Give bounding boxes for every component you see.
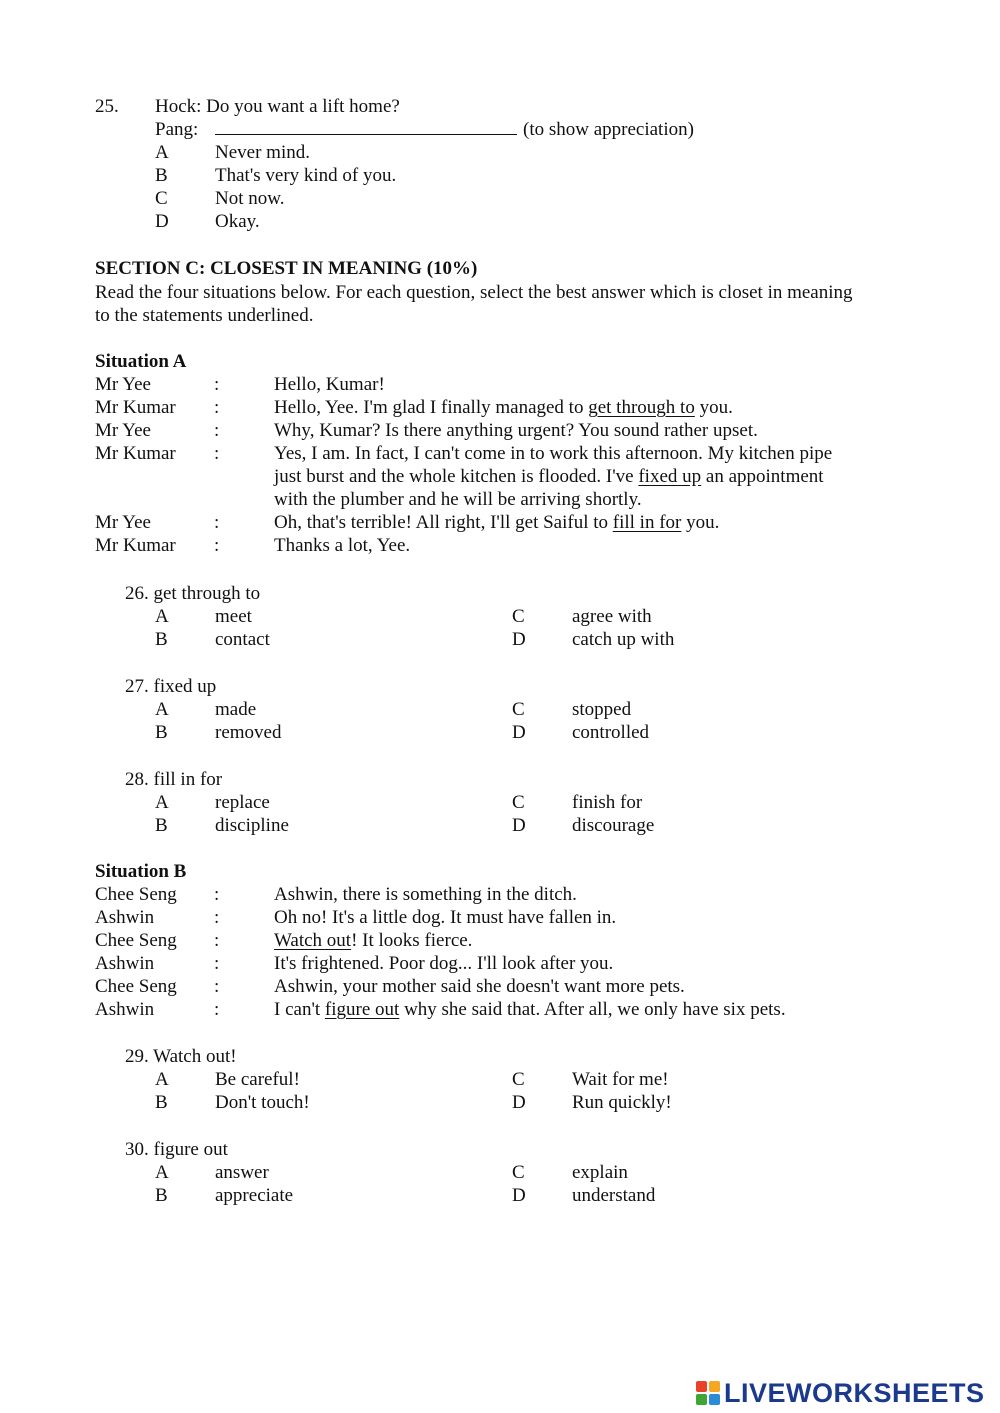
option-text: That's very kind of you. [215, 165, 397, 186]
option-text: Run quickly! [572, 1092, 672, 1113]
option-text: discourage [572, 815, 655, 836]
option-letter: C [512, 606, 525, 627]
colon-separator: : [214, 930, 220, 951]
underlined-phrase: get through to [588, 397, 695, 418]
option-letter: C [512, 1069, 525, 1090]
option-letter: C [512, 699, 525, 720]
speaker-name: Mr Kumar [95, 535, 176, 556]
option-letter: D [512, 815, 526, 836]
dialogue-line: Hock: Do you want a lift home? [155, 96, 400, 117]
text-segment: Thanks a lot, Yee. [274, 535, 411, 556]
situation-title: Situation A [95, 351, 187, 372]
situation-title: Situation B [95, 861, 187, 882]
option-letter: B [155, 1092, 168, 1113]
option-text: removed [215, 722, 282, 743]
text-segment: Ashwin, your mother said she doesn't want more pets. [274, 976, 685, 997]
colon-separator: : [214, 999, 220, 1020]
speaker-name: Mr Kumar [95, 443, 176, 464]
text-segment: ! It looks fierce. [351, 930, 473, 951]
dialogue-text [274, 883, 577, 906]
text-segment: Yes, I am. In fact, I can't come in to work this afternoon. My kitchen pipe [274, 443, 833, 464]
dialogue-text [274, 929, 472, 952]
text-segment: just burst and the whole kitchen is flooded. I've [274, 466, 639, 487]
option-letter: C [512, 1162, 525, 1183]
dialogue-text [274, 465, 824, 488]
instruction-text: to the statements underlined. [95, 305, 314, 326]
speaker-name: Mr Yee [95, 512, 151, 533]
option-letter: C [512, 792, 525, 813]
text-segment: why she said that. After all, we only have six pets. [399, 999, 786, 1020]
logo-mark-icon [696, 1381, 720, 1405]
question-stem: 30. figure out [125, 1139, 228, 1160]
colon-separator: : [214, 443, 220, 464]
text-segment: Why, Kumar? Is there anything urgent? You sound rather upset. [274, 420, 758, 441]
option-letter: C [155, 188, 168, 209]
speaker-name: Chee Seng [95, 884, 177, 905]
colon-separator: : [214, 397, 220, 418]
option-text: Don't touch! [215, 1092, 310, 1113]
dialogue-text [274, 534, 410, 557]
underlined-phrase: Watch out [274, 930, 352, 951]
option-letter: A [155, 142, 169, 163]
option-text: explain [572, 1162, 628, 1183]
text-segment: you. [694, 397, 733, 418]
option-text: understand [572, 1185, 656, 1206]
dialogue-text [274, 906, 616, 929]
colon-separator: : [214, 420, 220, 441]
text-segment: Ashwin, there is something in the ditch. [274, 884, 577, 905]
option-letter: A [155, 606, 169, 627]
dialogue-text [274, 998, 786, 1021]
speaker-name: Ashwin [95, 999, 155, 1020]
speaker-label: Pang: [155, 119, 199, 140]
question-stem: 29. Watch out! [125, 1046, 237, 1067]
option-letter: A [155, 699, 169, 720]
speaker-name: Ashwin [95, 953, 155, 974]
option-text: finish for [572, 792, 643, 813]
option-text: made [215, 699, 257, 720]
logo-square [696, 1381, 707, 1392]
speaker-name: Ashwin [95, 907, 155, 928]
option-letter: B [155, 1185, 168, 1206]
text-segment: Hello, Yee. I'm glad I finally managed to [274, 397, 589, 418]
dialogue-text [274, 396, 733, 419]
text-segment: an appointment [701, 466, 824, 487]
question-stem: 27. fixed up [125, 676, 217, 697]
colon-separator: : [214, 953, 220, 974]
speaker-name: Chee Seng [95, 930, 177, 951]
option-text: catch up with [572, 629, 675, 650]
option-text: controlled [572, 722, 650, 743]
underlined-phrase: fill in for [612, 512, 682, 533]
option-text: Not now. [215, 188, 285, 209]
text-segment: I can't [274, 999, 325, 1020]
option-letter: D [512, 1185, 526, 1206]
speaker-name: Mr Yee [95, 420, 151, 441]
speaker-name: Mr Kumar [95, 397, 176, 418]
text-segment: with the plumber and he will be arriving shortly. [274, 489, 642, 510]
text-segment: Oh, that's terrible! All right, I'll get Saiful to [274, 512, 613, 533]
option-letter: B [155, 815, 168, 836]
liveworksheets-logo [696, 1378, 985, 1408]
option-letter: D [155, 211, 169, 232]
text-segment: Oh no! It's a little dog. It must have fallen in. [274, 907, 617, 928]
text-segment: you. [681, 512, 720, 533]
colon-separator: : [214, 907, 220, 928]
colon-separator: : [214, 512, 220, 533]
option-letter: D [512, 722, 526, 743]
option-text: Wait for me! [572, 1069, 669, 1090]
logo-square [709, 1381, 720, 1392]
underlined-phrase: fixed up [638, 466, 702, 487]
option-text: Okay. [215, 211, 260, 232]
option-text: replace [215, 792, 270, 813]
option-letter: A [155, 792, 169, 813]
option-text: stopped [572, 699, 632, 720]
section-heading: SECTION C: CLOSEST IN MEANING (10%) [95, 258, 478, 279]
speaker-name: Mr Yee [95, 374, 151, 395]
dialogue-text [274, 373, 385, 396]
option-text: contact [215, 629, 270, 650]
blank-note: (to show appreciation) [523, 119, 694, 140]
question-number: 25. [95, 96, 119, 117]
colon-separator: : [214, 535, 220, 556]
option-letter: A [155, 1162, 169, 1183]
dialogue-text [274, 511, 719, 534]
dialogue-text [274, 975, 685, 998]
option-letter: B [155, 722, 168, 743]
colon-separator: : [214, 976, 220, 997]
option-text: Be careful! [215, 1069, 300, 1090]
option-text: appreciate [215, 1185, 294, 1206]
dialogue-text [274, 952, 613, 975]
option-letter: A [155, 1069, 169, 1090]
instruction-text: Read the four situations below. For each question, select the best answer which is closet in meaning [95, 282, 853, 303]
option-text: Never mind. [215, 142, 310, 163]
dialogue-text [274, 442, 832, 465]
option-text: answer [215, 1162, 269, 1183]
option-letter: D [512, 1092, 526, 1113]
answer-blank-line [215, 118, 694, 141]
text-segment: Hello, Kumar! [274, 374, 385, 395]
question-stem: 26. get through to [125, 583, 261, 604]
speaker-name: Chee Seng [95, 976, 177, 997]
dialogue-text [274, 419, 758, 442]
question-stem: 28. fill in for [125, 769, 223, 790]
option-text: meet [215, 606, 252, 627]
option-letter: B [155, 629, 168, 650]
blank-line [215, 118, 517, 135]
option-letter: B [155, 165, 168, 186]
underlined-phrase: figure out [324, 999, 400, 1020]
logo-square [709, 1394, 720, 1405]
text-segment: It's frightened. Poor dog... I'll look after you. [274, 953, 614, 974]
dialogue-text [274, 488, 642, 511]
dialogue-line [155, 118, 198, 141]
logo-text: LIVEWORKSHEETS [724, 1377, 985, 1408]
colon-separator: : [214, 374, 220, 395]
option-letter: D [512, 629, 526, 650]
option-text: discipline [215, 815, 289, 836]
option-text: agree with [572, 606, 652, 627]
colon-separator: : [214, 884, 220, 905]
logo-square [696, 1394, 707, 1405]
